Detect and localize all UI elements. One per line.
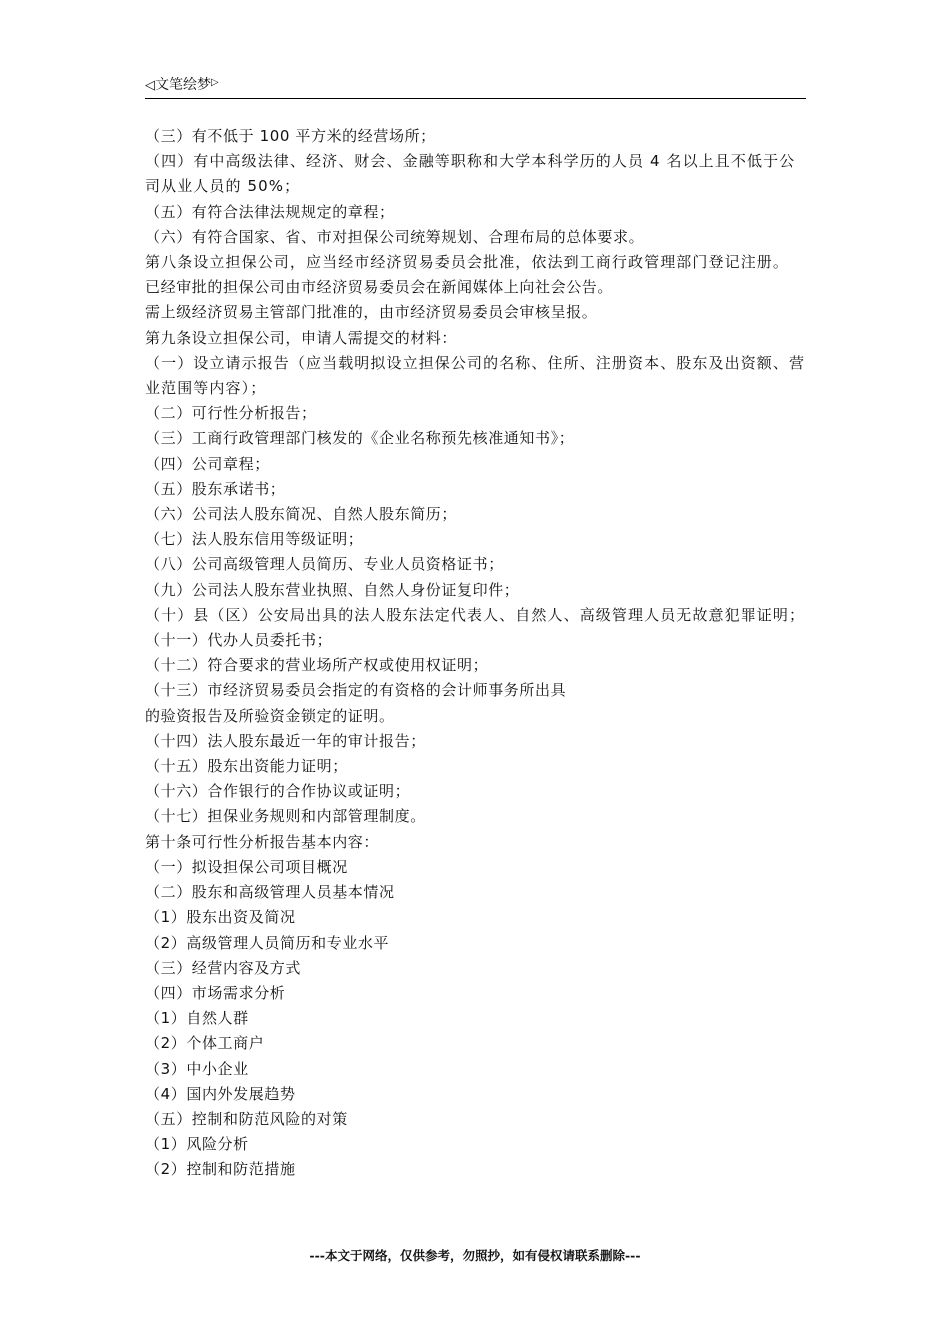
paragraph: 的验资报告及所验资金锁定的证明。 <box>145 706 395 725</box>
document-body <box>145 124 809 1183</box>
list-item: （二）可行性分析报告； <box>145 404 317 423</box>
list-item: （十二）符合要求的营业场所产权或使用权证明； <box>145 656 489 675</box>
header-title: 文笔绘梦 <box>155 77 211 93</box>
sub-list-item: （1）自然人群 <box>145 1009 249 1028</box>
list-item: （六）公司法人股东简况、自然人股东简历； <box>145 505 458 524</box>
list-item: （四）公司章程； <box>145 454 270 473</box>
list-item: （五）控制和防范风险的对策 <box>145 1109 348 1128</box>
sub-list-item: （1）风险分析 <box>145 1135 249 1154</box>
paragraph: 已经审批的担保公司由市经济贸易委员会在新闻媒体上向社会公告。 <box>145 278 614 297</box>
sub-list-item: （2）控制和防范措施 <box>145 1160 296 1179</box>
list-item: （一）设立请示报告（应当载明拟设立担保公司的名称、住所、注册资本、股东及出资额、营业范围等内容）； <box>145 353 806 398</box>
paragraph: 需上级经济贸易主管部门批准的，由市经济贸易委员会审核呈报。 <box>145 303 598 322</box>
list-item: （五）股东承诺书； <box>145 479 286 498</box>
right-triangle-icon: ▷ <box>211 77 219 88</box>
page-header <box>145 76 806 99</box>
list-item: （二）股东和高级管理人员基本情况 <box>145 883 395 902</box>
article-heading: 第八条设立担保公司，应当经市经济贸易委员会批准，依法到工商行政管理部门登记注册。 <box>145 253 790 272</box>
list-item: （十）县（区）公安局出具的法人股东法定代表人、自然人、高级管理人员无故意犯罪证明； <box>145 605 806 624</box>
article-heading: 第九条设立担保公司，申请人需提交的材料： <box>145 328 458 347</box>
list-item: （七）法人股东信用等级证明； <box>145 530 364 549</box>
sub-list-item: （3）中小企业 <box>145 1059 249 1078</box>
paragraph: （五）有符合法律法规规定的章程； <box>145 202 395 221</box>
sub-list-item: （2）个体工商户 <box>145 1034 265 1053</box>
list-item: （四）市场需求分析 <box>145 983 286 1002</box>
list-item: （十三）市经济贸易委员会指定的有资格的会计师事务所出具 <box>145 681 567 700</box>
sub-list-item: （1）股东出资及简况 <box>145 908 296 927</box>
list-item: （十六）合作银行的合作协议或证明； <box>145 782 411 801</box>
sub-list-item: （4）国内外发展趋势 <box>145 1084 296 1103</box>
paragraph: （六）有符合国家、省、市对担保公司统筹规划、合理布局的总体要求。 <box>145 227 645 246</box>
list-item: （一）拟设担保公司项目概况 <box>145 857 348 876</box>
paragraph: （三）有不低于 100 平方米的经营场所； <box>145 127 436 145</box>
list-item: （三）经营内容及方式 <box>145 958 302 977</box>
list-item: （十五）股东出资能力证明； <box>145 757 348 776</box>
list-item: （十七）担保业务规则和内部管理制度。 <box>145 807 426 826</box>
header-title-group <box>145 76 219 96</box>
paragraph: （四）有中高级法律、经济、财会、金融等职称和大学本科学历的人员 4 名以上且不低于公司从业人员的 50%； <box>145 152 796 196</box>
list-item: （十四）法人股东最近一年的审计报告； <box>145 731 426 750</box>
list-item: （九）公司法人股东营业执照、自然人身份证复印件； <box>145 580 520 599</box>
page-footer: ---本文于网络，仅供参考，勿照抄，如有侵权请联系删除--- <box>309 1248 641 1263</box>
left-triangle-icon: ◁ <box>145 78 155 93</box>
list-item: （八）公司高级管理人员简历、专业人员资格证书； <box>145 555 504 574</box>
sub-list-item: （2）高级管理人员简历和专业水平 <box>145 933 390 952</box>
article-heading: 第十条可行性分析报告基本内容： <box>145 832 380 851</box>
list-item: （三）工商行政管理部门核发的《企业名称预先核准通知书》； <box>145 429 575 448</box>
list-item: （十一）代办人员委托书； <box>145 631 333 650</box>
